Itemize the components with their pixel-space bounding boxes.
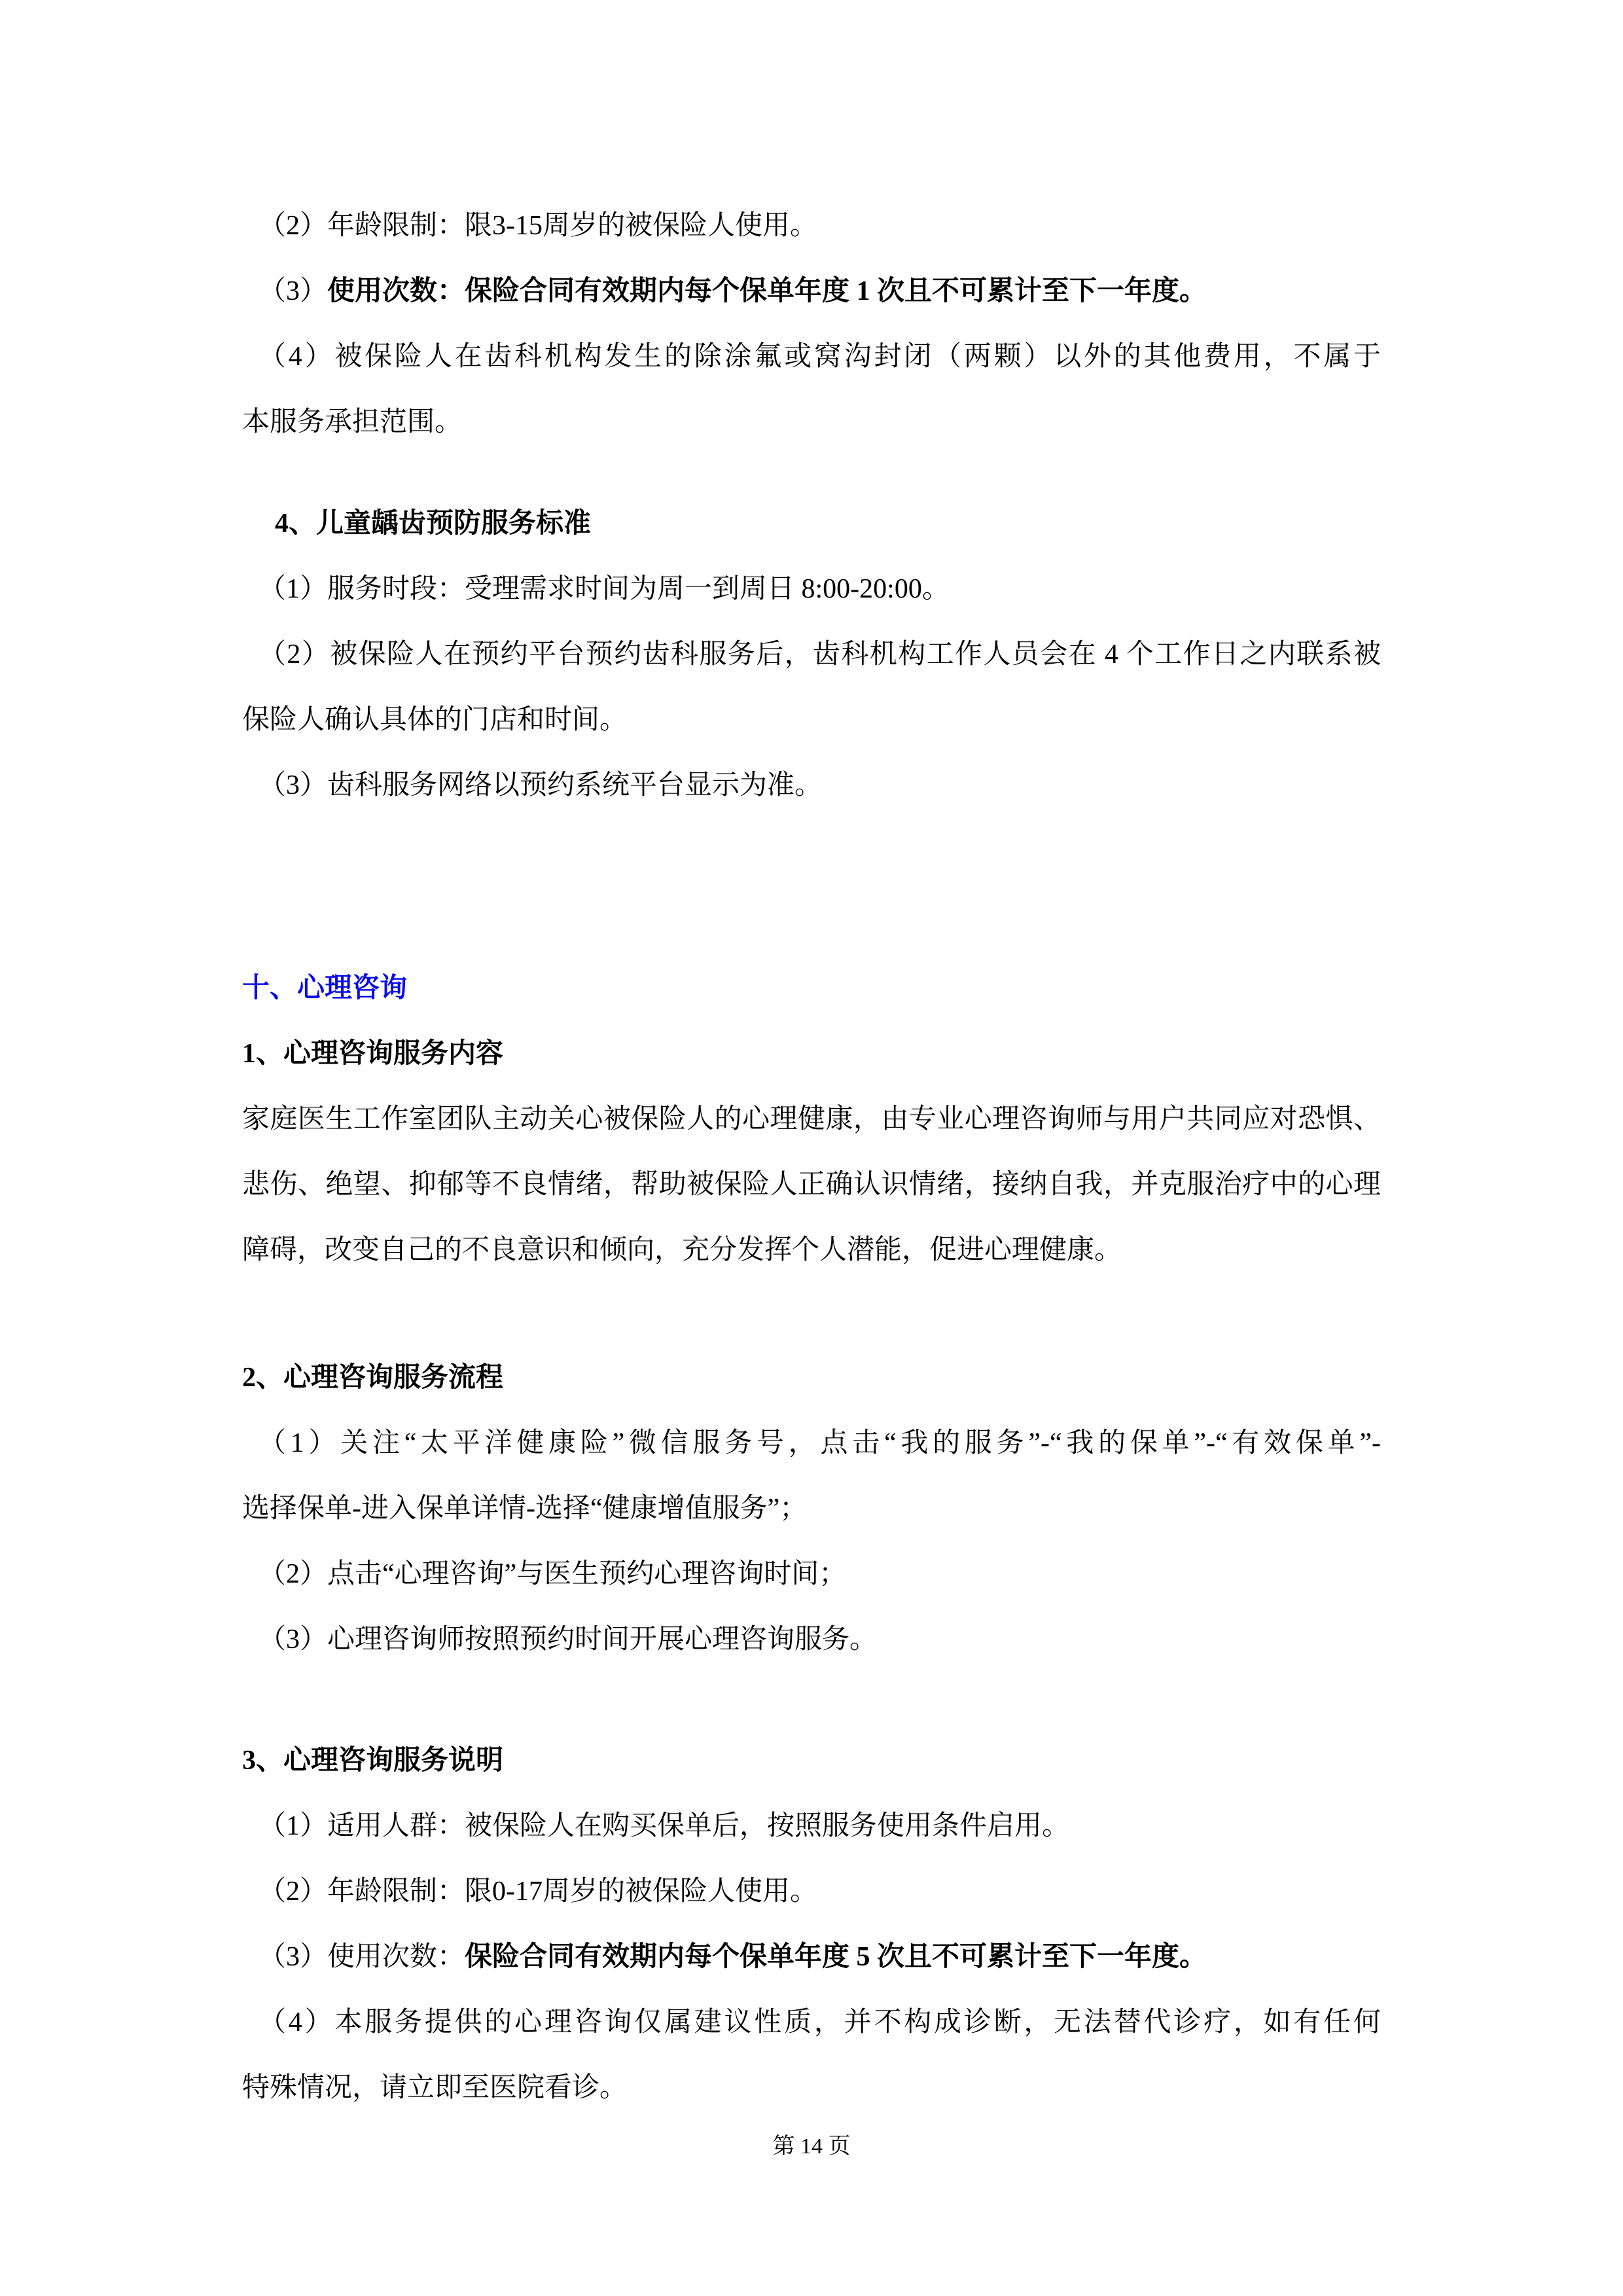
paragraph-line: 障碍，改变自己的不良意识和倾向，充分发挥个人潜能，促进心理健康。 (242, 1235, 1122, 1265)
document-body (242, 0, 1381, 2121)
usage-count-bold-text: 使用次数：保险合同有效期内每个保单年度 1 次且不可累计至下一年度。 (327, 276, 1207, 306)
subheading-psych-flow: 2、心理咨询服务流程 (242, 1363, 504, 1393)
list-item-disclaimer-line2: 特殊情况，请立即至医院看诊。 (242, 2073, 628, 2103)
list-item-flow-step1-line2: 选择保单-进入保单详情-选择“健康增值服务”； (242, 1494, 808, 1524)
section-heading-psych-counseling: 十、心理咨询 (242, 973, 408, 1003)
usage-count-bold-text: 保险合同有效期内每个保单年度 5 次且不可累计至下一年度。 (465, 1942, 1207, 1972)
page-number: 第 14 页 (772, 2134, 851, 2159)
list-item-disclaimer-line1: （4）本服务提供的心理咨询仅属建议性质，并不构成诊断，无法替代诊疗，如有任何 (259, 2007, 1381, 2037)
list-item-booking-line1: （2）被保险人在预约平台预约齿科服务后，齿科机构工作人员会在 4 个工作日之内联系被 (259, 639, 1381, 670)
list-item-flow-step1-line1: （1）关注“太平洋健康险”微信服务号，点击“我的服务”-“我的保单”-“有效保单”- (259, 1428, 1381, 1458)
list-item-flow-step3: （3）心理咨询师按照预约时间开展心理咨询服务。 (259, 1624, 878, 1655)
list-item-age-limit-dental: （2）年龄限制：限3-15周岁的被保险人使用。 (259, 211, 817, 241)
list-item-network-notice: （3）齿科服务网络以预约系统平台显示为准。 (259, 770, 823, 800)
list-item-booking-line2: 保险人确认具体的门店和时间。 (242, 705, 628, 735)
item-number: （3） (259, 276, 328, 306)
list-item-usage-count-dental (242, 259, 1381, 324)
list-item-service-hours: （1）服务时段：受理需求时间为周一到周日 8:00-20:00。 (259, 574, 950, 604)
list-item-age-limit-psych: （2）年龄限制：限0-17周岁的被保险人使用。 (259, 1876, 817, 1907)
subheading-psych-notes: 3、心理咨询服务说明 (242, 1746, 504, 1776)
list-item-exclusion-line1: （4）被保险人在齿科机构发生的除涂氟或窝沟封闭（两颗）以外的其他费用，不属于 (259, 342, 1381, 372)
list-item-usage-count-psych (242, 1924, 1381, 1990)
list-item-eligible-users: （1）适用人群：被保险人在购买保单后，按照服务使用条件启用。 (259, 1811, 1070, 1841)
list-item-exclusion-line2: 本服务承担范围。 (242, 407, 463, 437)
paragraph-line: 悲伤、绝望、抑郁等不良情绪，帮助被保险人正确认识情绪，接纳自我，并克服治疗中的心理 (242, 1170, 1381, 1200)
item-number: （3）使用次数： (259, 1942, 465, 1972)
subheading-psych-content: 1、心理咨询服务内容 (242, 1039, 504, 1069)
heading-caries-prevention-standard: 4、儿童龋齿预防服务标准 (275, 509, 592, 539)
list-item-flow-step2: （2）点击“心理咨询”与医生预约心理咨询时间； (259, 1559, 847, 1589)
paragraph-line: 家庭医生工作室团队主动关心被保险人的心理健康，由专业心理咨询师与用户共同应对恐惧、 (242, 1104, 1381, 1134)
